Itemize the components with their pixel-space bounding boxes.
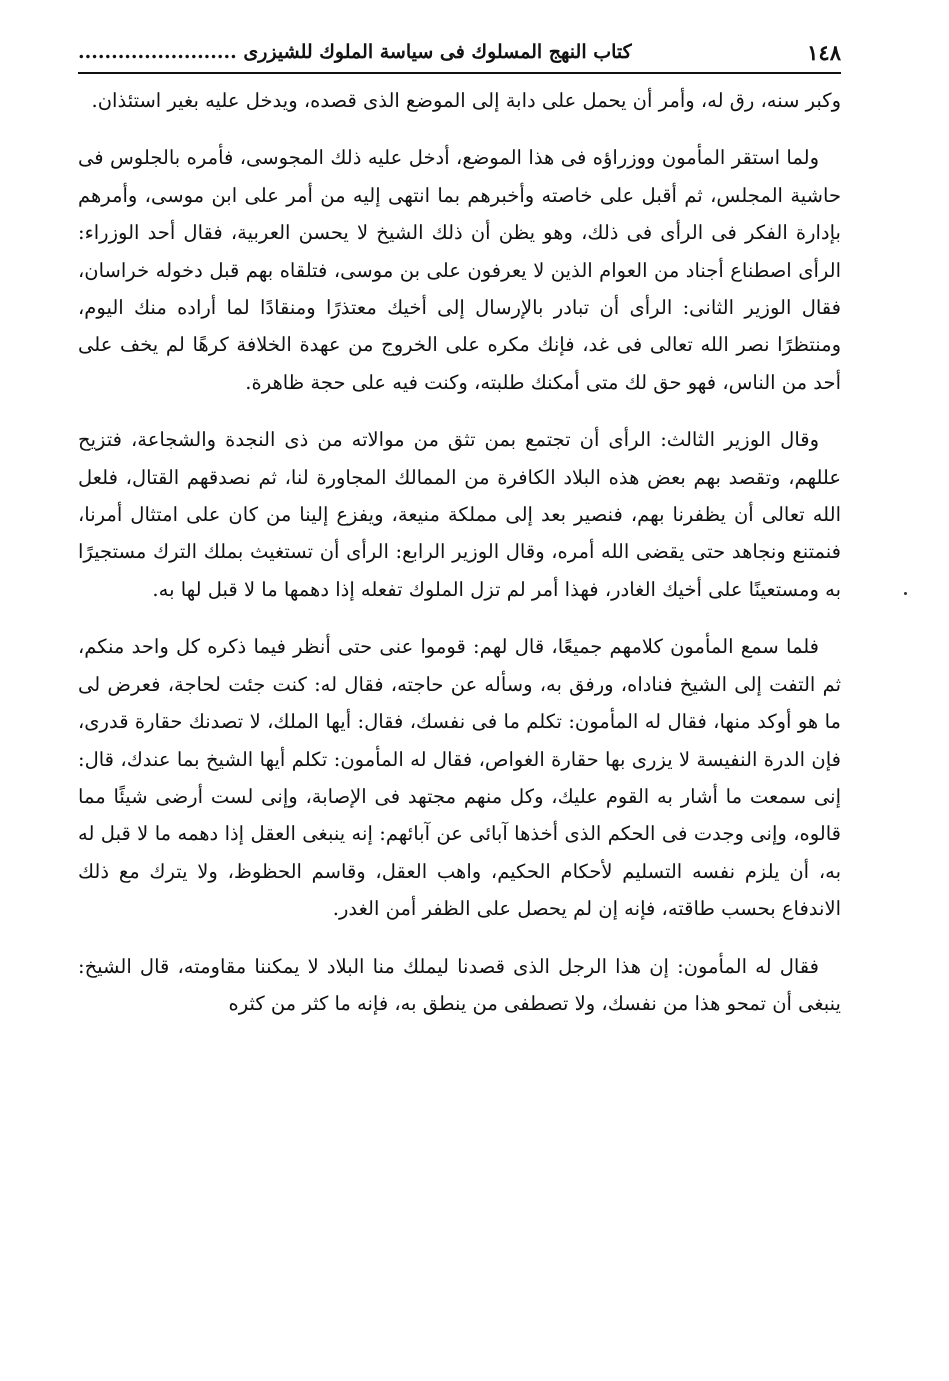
page-body [78, 82, 841, 1022]
page-number: ١٤٨ [807, 39, 841, 65]
running-title: كتاب النهج المسلوك فى سياسة الملوك للشيزرى ........................ [78, 41, 632, 63]
paragraph-4: فلما سمع المأمون كلامهم جميعًا، قال لهم: قوموا عنى حتى أنظر فيما ذكره كل واحد منكم، ثم التفت إلى الشيخ فناداه، ورفق به، وسأله عن حاجته، فقال له: كنت جئت لحاجة، فعرض لى ما هو أوكد منها، فقال له المأمون: تكلم ما فى نفسك، فقال: أيها الملك، لا تصدنك حقارة قدرى، فإن الدرة النفيسة لا يزرى بها حقارة الغواص، فقال له المأمون: تكلم أيها الشيخ بما عندك، قال: إنى سمعت ما أشار به القوم عليك، وكل منهم مجتهد فى الإصابة، وإنى لست أرضى شيئًا مما قالوه، وإنى وجدت فى الحكم الذى أخذها آبائى عن آبائهم: إنه ينبغى العقل إذا دهمه ما لا قبل له به، أن يلزم نفسه التسليم لأحكام الحكيم، واهب العقل، وقاسم الحظوظ، ولا يترك مع ذلك الاندفاع بحسب طاقته، فإنه إن لم يحصل على الظفر أمن الغدر. [78, 635, 841, 921]
paragraph-3: وقال الوزير الثالث: الرأى أن تجتمع بمن تثق من موالاته من ذى النجدة والشجاعة، فتزيح عللهم، وتقصد بهم بعض هذه البلاد الكافرة من الممالك المجاورة لنا، ثم نصدقهم القتال، فلعل الله تعالى أن يظفرنا بهم، فنصير بعد إلى مملكة منيعة، ويفزع إلينا من كان على امتثال أمرنا، فنمتنع ونجاهد حتى يقضى الله أمره، وقال الوزير الرابع: الرأى أن تستغيث بملك الترك مستجيرًا به ومستعينًا على أخيك الغادر، فهذا أمر لم تزل الملوك تفعله إذا دهمها ما لا قبل لها به. [78, 428, 841, 601]
paragraph-1: وكبر سنه، رق له، وأمر أن يحمل على دابة إلى الموضع الذى قصده، ويدخل عليه بغير استئذان. [91, 89, 841, 112]
paragraph-5: فقال له المأمون: إن هذا الرجل الذى قصدنا ليملك منا البلاد لا يمكننا مقاومته، قال الشيخ: ينبغى أن تمحو هذا من نفسك، ولا تصطفى من ينطق به، فإنه ما كثر من كثره [78, 954, 841, 1015]
page-header [78, 32, 841, 74]
margin-mark [904, 592, 907, 595]
paragraph-2: ولما استقر المأمون ووزراؤه فى هذا الموضع، أدخل عليه ذلك المجوسى، فأمره بالجلوس فى حاشية المجلس، ثم أقبل على خاصته وأخبرهم بما انتهى إليه من أمر على ابن موسى، وأمرهم بإدارة الفكر فى الرأى فى ذلك، وهو يظن أن ذلك الشيخ لا يحسن العربية، فقال أحد الوزراء: الرأى اصطناع أجناد من العوام الذين لا يعرفون على بن موسى، فتلقاه بهم قبل دخوله خراسان، فقال الوزير الثانى: الرأى أن تبادر بالإرسال إلى أخيك معتذرًا ومنقادًا لما أراده منك اليوم، ومنتظرًا نصر الله تعالى فى غد، فإنك مكره على الخروج من عهدة الخلافة كرهًا لم يخف على أحد من الناس، فهو حق لك متى أمكنك طلبته، وكنت فيه على حجة ظاهرة. [78, 146, 841, 394]
